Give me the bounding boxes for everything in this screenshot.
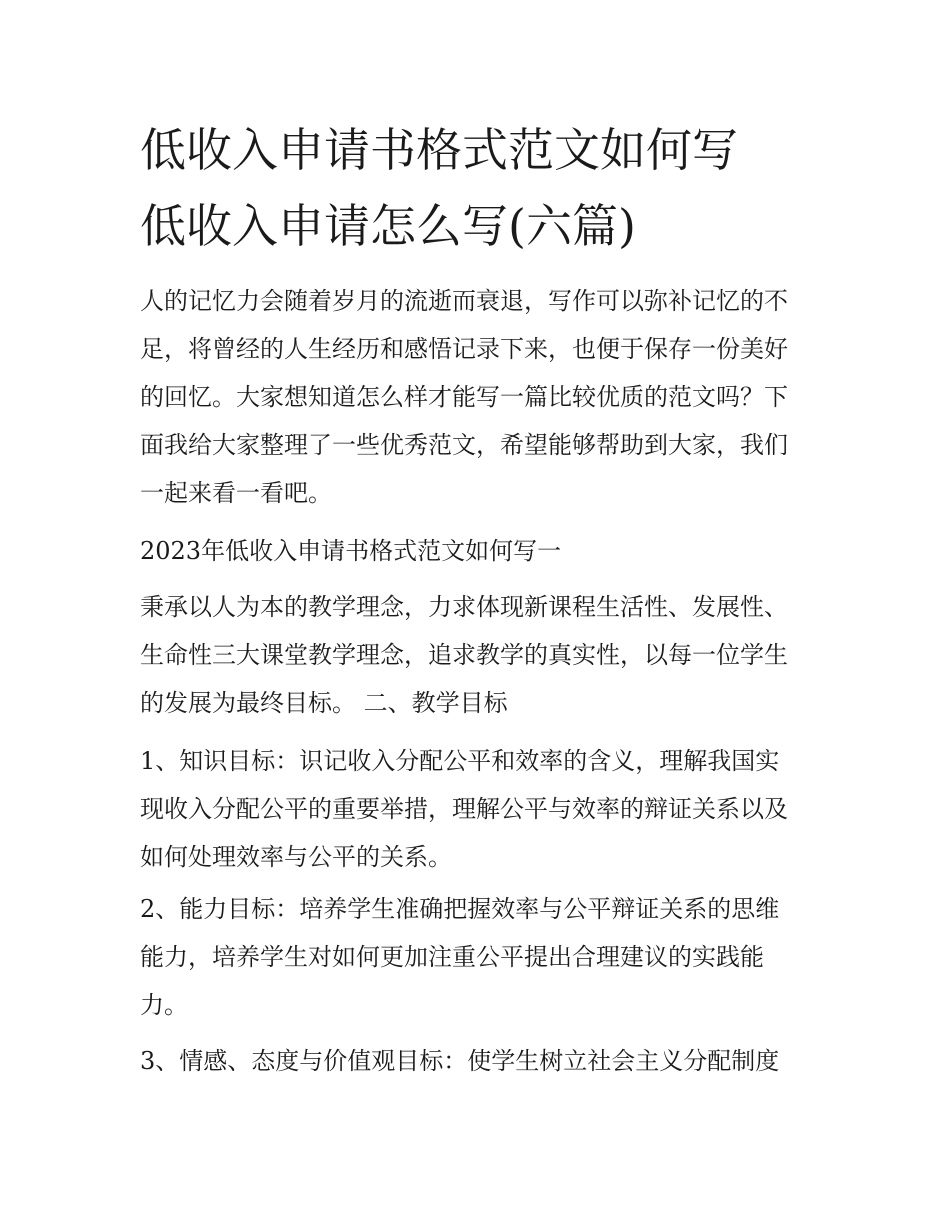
title-line: 低收入申请怎么写(六篇)	[140, 199, 636, 253]
text-line: 能力，培养学生对如何更加注重公平提出合理建议的实践能	[140, 943, 764, 971]
section-heading	[140, 527, 820, 575]
intro-paragraph	[140, 277, 820, 517]
text-line: 2、能力目标：培养学生准确把握效率与公平辩证关系的思维	[140, 895, 780, 923]
text-line: 秉承以人为本的教学理念，力求体现新课程生活性、发展性、	[140, 593, 788, 621]
title-line: 低收入申请书格式范文如何写	[140, 123, 738, 177]
text-line: 的发展为最终目标。 二、教学目标	[140, 689, 508, 717]
teaching-philosophy-paragraph	[140, 583, 820, 727]
text-line: 足，将曾经的人生经历和感悟记录下来，也便于保存一份美好	[140, 335, 788, 363]
text-line: 人的记忆力会随着岁月的流逝而衰退，写作可以弥补记忆的不	[140, 287, 788, 315]
text-line: 如何处理效率与公平的关系。	[140, 843, 452, 871]
ability-goal-item	[140, 885, 820, 1029]
text-line: 力。	[140, 991, 188, 1019]
text-line: 2023年低收入申请书格式范文如何写一	[140, 537, 562, 565]
text-line: 生命性三大课堂教学理念，追求教学的真实性，以每一位学生	[140, 641, 788, 669]
knowledge-goal-item	[140, 737, 820, 881]
text-line: 现收入分配公平的重要举措，理解公平与效率的辩证关系以及	[140, 795, 788, 823]
text-line: 3、情感、态度与价值观目标：使学生树立社会主义分配制度	[140, 1047, 780, 1075]
text-line: 面我给大家整理了一些优秀范文，希望能够帮助到大家，我们	[140, 431, 788, 459]
text-line: 的回忆。大家想知道怎么样才能写一篇比较优质的范文吗？下	[140, 383, 788, 411]
document-title	[140, 112, 840, 264]
emotion-goal-item	[140, 1037, 820, 1085]
text-line: 1、知识目标：识记收入分配公平和效率的含义，理解我国实	[140, 747, 780, 775]
text-line: 一起来看一看吧。	[140, 479, 332, 507]
